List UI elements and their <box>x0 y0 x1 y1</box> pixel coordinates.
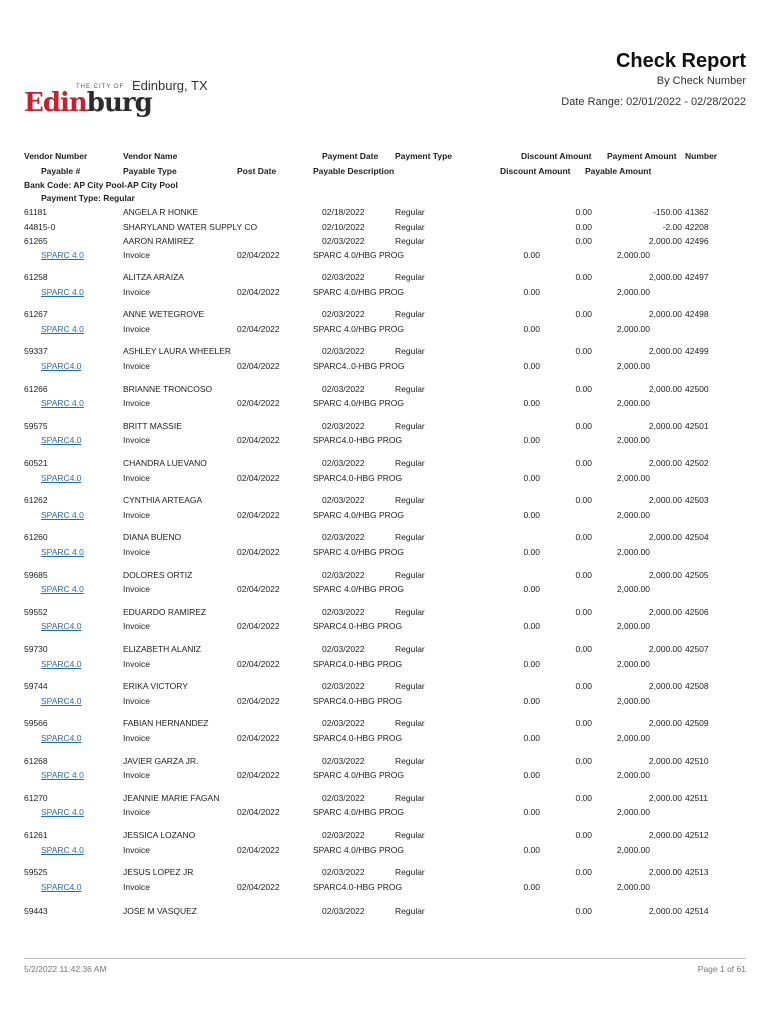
check-number: 42498 <box>685 309 709 320</box>
payment-amount: 2,000.00 <box>648 867 682 878</box>
payable-description: SPARC4.0-HBG PROG <box>313 658 403 669</box>
payable-number-link[interactable]: SPARC 4.0 <box>41 286 84 297</box>
payment-amount: 2,000.00 <box>648 830 682 840</box>
payable-discount: 0.00 <box>523 323 540 334</box>
discount-amount: 0.00 <box>575 867 592 878</box>
payable-description: SPARC4.0-HBG PROG <box>313 732 403 743</box>
payable-discount: 0.00 <box>523 658 540 669</box>
payable-discount: 0.00 <box>523 250 540 260</box>
vendor-number: 61265 <box>24 236 48 246</box>
vendor-number: 59575 <box>24 420 48 431</box>
vendor-number: 59566 <box>24 718 48 729</box>
payable-number-link[interactable]: SPARC 4.0 <box>41 509 84 520</box>
payable-type: Invoice <box>123 435 150 446</box>
vendor-number: 59337 <box>24 346 48 357</box>
post-date: 02/04/2022 <box>237 509 280 520</box>
payment-amount: 2,000.00 <box>648 906 682 916</box>
payable-amount: 2,000.00 <box>616 770 650 781</box>
payable-amount: 2,000.00 <box>616 732 650 743</box>
payable-amount: 2,000.00 <box>616 323 650 334</box>
payable-number-link[interactable]: SPARC4.0 <box>41 658 82 669</box>
payment-date: 02/03/2022 <box>322 272 365 282</box>
post-date: 02/04/2022 <box>237 621 280 632</box>
check-number: 42208 <box>685 221 709 232</box>
vendor-number: 61266 <box>24 383 48 394</box>
payable-discount: 0.00 <box>523 435 540 446</box>
payment-type: Regular <box>395 906 425 916</box>
payment-type: Regular <box>395 458 425 468</box>
logo-small-text: THE CITY OF <box>76 84 125 90</box>
col-post-date: Post Date <box>237 166 277 176</box>
discount-amount: 0.00 <box>575 532 592 543</box>
payable-type: Invoice <box>123 509 150 520</box>
payable-type: Invoice <box>123 844 150 855</box>
payable-amount: 2,000.00 <box>616 658 650 669</box>
discount-amount: 0.00 <box>575 420 592 431</box>
payable-number-link[interactable]: SPARC4.0 <box>41 360 82 371</box>
payment-type: Regular <box>395 867 425 878</box>
payable-amount: 2,000.00 <box>616 435 650 446</box>
payable-number-link[interactable]: SPARC 4.0 <box>41 807 84 818</box>
payment-date: 02/03/2022 <box>322 681 365 692</box>
payment-date: 02/03/2022 <box>322 420 365 431</box>
post-date: 02/04/2022 <box>237 250 280 260</box>
payable-description: SPARC4.0-HBG PROG <box>313 621 403 632</box>
payable-type: Invoice <box>123 584 150 595</box>
payment-amount: 2,000.00 <box>648 458 682 468</box>
payment-type: Regular <box>395 681 425 692</box>
vendor-number: 60521 <box>24 458 48 468</box>
vendor-name: ERIKA VICTORY <box>123 681 188 692</box>
post-date: 02/04/2022 <box>237 695 280 706</box>
discount-amount: 0.00 <box>575 644 592 654</box>
logo-wordmark-a: Edin <box>24 88 87 118</box>
post-date: 02/04/2022 <box>237 546 280 557</box>
payable-description: SPARC 4.0/HBG PROG <box>313 844 405 855</box>
footer-divider <box>24 958 746 959</box>
check-number: 42507 <box>685 644 709 654</box>
payment-amount: 2,000.00 <box>648 569 682 580</box>
payment-type: Regular <box>395 383 425 394</box>
check-number: 42514 <box>685 906 709 916</box>
payable-type: Invoice <box>123 695 150 706</box>
logo-wordmark-b: burg <box>86 88 152 118</box>
discount-amount: 0.00 <box>575 272 592 282</box>
payable-description: SPARC 4.0/HBG PROG <box>313 584 405 595</box>
payment-amount: 2,000.00 <box>648 606 682 617</box>
col-payable-no: Payable # <box>41 166 81 176</box>
vendor-number: 44815-0 <box>24 221 56 232</box>
vendor-number: 61268 <box>24 755 48 766</box>
payment-date: 02/03/2022 <box>322 606 365 617</box>
vendor-number: 61181 <box>24 207 48 217</box>
vendor-name: AARON RAMIREZ <box>123 236 194 246</box>
vendor-name: DIANA BUENO <box>123 532 182 543</box>
discount-amount: 0.00 <box>575 207 592 217</box>
payment-date: 02/03/2022 <box>322 644 365 654</box>
payable-type: Invoice <box>123 807 150 818</box>
payable-type: Invoice <box>123 621 150 632</box>
payable-discount: 0.00 <box>523 398 540 409</box>
vendor-name: DOLORES ORTIZ <box>123 569 193 580</box>
post-date: 02/04/2022 <box>237 844 280 855</box>
payment-date: 02/03/2022 <box>322 569 365 580</box>
payment-type: Regular <box>395 830 425 840</box>
payment-date: 02/10/2022 <box>322 221 365 232</box>
post-date: 02/04/2022 <box>237 881 280 892</box>
payable-amount: 2,000.00 <box>616 472 650 483</box>
check-number: 42503 <box>685 495 709 506</box>
check-number: 42511 <box>685 792 709 803</box>
vendor-number: 59685 <box>24 569 48 580</box>
payment-date: 02/03/2022 <box>322 532 365 543</box>
report-title: Check Report <box>615 50 746 72</box>
payable-discount: 0.00 <box>523 695 540 706</box>
payment-type: Regular <box>395 644 425 654</box>
payment-type: Regular <box>395 420 425 431</box>
payment-amount: 2,000.00 <box>648 236 682 246</box>
payable-number-link[interactable]: SPARC4.0 <box>41 472 82 483</box>
payable-description: SPARC 4.0/HBG PROG <box>313 250 405 260</box>
vendor-name: CHANDRA LUEVANO <box>123 458 207 468</box>
payable-type: Invoice <box>123 770 150 781</box>
payment-type: Regular <box>395 792 425 803</box>
payable-description: SPARC4.0-HBG PROG <box>313 472 403 483</box>
payment-type: Regular <box>395 309 425 320</box>
post-date: 02/04/2022 <box>237 807 280 818</box>
vendor-name: JESSICA LOZANO <box>123 830 196 840</box>
check-number: 42499 <box>685 346 709 357</box>
check-number: 42512 <box>685 830 709 840</box>
footer-page-number: Page 1 of 61 <box>697 964 746 974</box>
col-payable-description: Payable Description <box>313 166 395 176</box>
payable-description: SPARC 4.0/HBG PROG <box>313 770 405 781</box>
vendor-name: CYNTHIA ARTEAGA <box>123 495 203 506</box>
payable-number-link[interactable]: SPARC 4.0 <box>41 323 84 334</box>
payable-amount: 2,000.00 <box>616 844 650 855</box>
payable-description: SPARC4.0-HBG PROG <box>313 695 403 706</box>
col-payment-amount: Payment Amount <box>607 151 677 161</box>
payment-type: Regular <box>395 532 425 543</box>
payment-amount: 2,000.00 <box>648 495 682 506</box>
vendor-number: 61258 <box>24 272 48 282</box>
payable-amount: 2,000.00 <box>616 584 650 595</box>
payable-type: Invoice <box>123 881 150 892</box>
post-date: 02/04/2022 <box>237 732 280 743</box>
payable-description: SPARC 4.0/HBG PROG <box>313 509 405 520</box>
vendor-number: 61270 <box>24 792 48 803</box>
check-number: 42502 <box>685 458 709 468</box>
discount-amount: 0.00 <box>575 495 592 506</box>
payable-number-link[interactable]: SPARC4.0 <box>41 881 82 892</box>
payment-date: 02/03/2022 <box>322 495 365 506</box>
footer-timestamp: 5/2/2022 11:42:36 AM <box>24 964 107 974</box>
payable-discount: 0.00 <box>523 584 540 595</box>
post-date: 02/04/2022 <box>237 584 280 595</box>
vendor-name: BRIANNE TRONCOSO <box>123 383 213 394</box>
vendor-number: 59443 <box>24 906 48 916</box>
payable-type: Invoice <box>123 658 150 669</box>
payable-discount: 0.00 <box>523 546 540 557</box>
payable-discount: 0.00 <box>523 844 540 855</box>
col-payment-type: Payment Type <box>395 151 453 161</box>
payable-amount: 2,000.00 <box>616 695 650 706</box>
payable-number-link[interactable]: SPARC 4.0 <box>41 398 84 409</box>
payment-type: Regular <box>395 221 425 232</box>
payment-type-heading: Payment Type: Regular <box>41 193 135 203</box>
post-date: 02/04/2022 <box>237 472 280 483</box>
payable-amount: 2,000.00 <box>616 286 650 297</box>
check-number: 41362 <box>685 207 709 217</box>
payable-amount: 2,000.00 <box>616 398 650 409</box>
discount-amount: 0.00 <box>575 718 592 729</box>
vendor-number: 59552 <box>24 606 48 617</box>
payable-type: Invoice <box>123 360 150 371</box>
payable-number-link[interactable]: SPARC4.0 <box>41 695 82 706</box>
vendor-name: ALITZA ARAIZA <box>123 272 184 282</box>
payable-amount: 2,000.00 <box>616 807 650 818</box>
payable-amount: 2,000.00 <box>616 509 650 520</box>
payment-amount: 2,000.00 <box>648 718 682 729</box>
post-date: 02/04/2022 <box>237 323 280 334</box>
payment-date: 02/03/2022 <box>322 718 365 729</box>
payment-type: Regular <box>395 236 425 246</box>
payment-amount: 2,000.00 <box>648 792 682 803</box>
payment-date: 02/03/2022 <box>322 867 365 878</box>
payable-type: Invoice <box>123 732 150 743</box>
payable-number-link[interactable]: SPARC4.0 <box>41 732 82 743</box>
payment-amount: 2,000.00 <box>648 681 682 692</box>
payable-amount: 2,000.00 <box>616 250 650 260</box>
payable-number-link[interactable]: SPARC4.0 <box>41 621 82 632</box>
payment-type: Regular <box>395 569 425 580</box>
discount-amount: 0.00 <box>575 681 592 692</box>
payable-description: SPARC 4.0/HBG PROG <box>313 398 405 409</box>
payable-number-link[interactable]: SPARC 4.0 <box>41 250 84 260</box>
vendor-number: 61260 <box>24 532 48 543</box>
vendor-name: JAVIER GARZA JR. <box>123 755 199 766</box>
payment-type: Regular <box>395 718 425 729</box>
vendor-name: ANNE WETEGROVE <box>123 309 205 320</box>
discount-amount: 0.00 <box>575 792 592 803</box>
payable-type: Invoice <box>123 472 150 483</box>
col-vendor-number: Vendor Number <box>24 151 88 161</box>
post-date: 02/04/2022 <box>237 360 280 371</box>
check-number: 42501 <box>685 420 709 431</box>
payable-discount: 0.00 <box>523 881 540 892</box>
payment-amount: 2,000.00 <box>648 644 682 654</box>
post-date: 02/04/2022 <box>237 435 280 446</box>
payable-discount: 0.00 <box>523 360 540 371</box>
discount-amount: 0.00 <box>575 236 592 246</box>
discount-amount: 0.00 <box>575 458 592 468</box>
payable-discount: 0.00 <box>523 472 540 483</box>
city-name: Edinburg, TX <box>132 78 208 93</box>
payable-amount: 2,000.00 <box>616 546 650 557</box>
discount-amount: 0.00 <box>575 221 592 232</box>
check-number: 42513 <box>685 867 709 878</box>
payment-type: Regular <box>395 346 425 357</box>
payment-type: Regular <box>395 272 425 282</box>
payable-description: SPARC4.0-HBG PROG <box>313 881 403 892</box>
payable-description: SPARC4.0-HBG PROG <box>313 435 403 446</box>
payment-amount: 2,000.00 <box>648 383 682 394</box>
post-date: 02/04/2022 <box>237 658 280 669</box>
payable-type: Invoice <box>123 546 150 557</box>
discount-amount: 0.00 <box>575 755 592 766</box>
post-date: 02/04/2022 <box>237 286 280 297</box>
check-number: 42510 <box>685 755 709 766</box>
vendor-number: 59744 <box>24 681 48 692</box>
payment-date: 02/03/2022 <box>322 383 365 394</box>
vendor-name: ELIZABETH ALANIZ <box>123 644 201 654</box>
payment-amount: 2,000.00 <box>648 272 682 282</box>
city-logo <box>24 84 152 118</box>
check-number: 42505 <box>685 569 709 580</box>
col-payable-type: Payable Type <box>123 166 177 176</box>
col-discount-amount-2: Discount Amount <box>500 166 571 176</box>
payable-discount: 0.00 <box>523 286 540 297</box>
discount-amount: 0.00 <box>575 830 592 840</box>
vendor-name: ANGELA R HONKE <box>123 207 199 217</box>
payable-number-link[interactable]: SPARC4.0 <box>41 435 82 446</box>
payment-amount: 2,000.00 <box>648 309 682 320</box>
col-discount-amount: Discount Amount <box>521 151 592 161</box>
payment-type: Regular <box>395 207 425 217</box>
payment-type: Regular <box>395 606 425 617</box>
payable-number-link[interactable]: SPARC 4.0 <box>41 844 84 855</box>
payable-discount: 0.00 <box>523 807 540 818</box>
vendor-number: 61267 <box>24 309 48 320</box>
vendor-name: SHARYLAND WATER SUPPLY CO <box>123 221 258 232</box>
payment-amount: -2.00 <box>662 221 682 232</box>
vendor-number: 61262 <box>24 495 48 506</box>
payment-date: 02/03/2022 <box>322 458 365 468</box>
post-date: 02/04/2022 <box>237 398 280 409</box>
payment-date: 02/03/2022 <box>322 346 365 357</box>
col-payable-amount: Payable Amount <box>585 166 652 176</box>
report-subtitle: By Check Number <box>656 75 746 87</box>
discount-amount: 0.00 <box>575 606 592 617</box>
payable-discount: 0.00 <box>523 509 540 520</box>
payment-amount: -150.00 <box>653 207 682 217</box>
vendor-name: JESUS LOPEZ JR <box>123 867 194 878</box>
payable-description: SPARC 4.0/HBG PROG <box>313 807 405 818</box>
payable-description: SPARC 4.0/HBG PROG <box>313 323 405 334</box>
check-number: 42506 <box>685 606 709 617</box>
payment-date: 02/18/2022 <box>322 207 365 217</box>
payable-discount: 0.00 <box>523 732 540 743</box>
vendor-name: FABIAN HERNANDEZ <box>123 718 209 729</box>
payment-type: Regular <box>395 495 425 506</box>
payable-number-link[interactable]: SPARC 4.0 <box>41 584 84 595</box>
payment-date: 02/03/2022 <box>322 906 365 916</box>
payment-date: 02/03/2022 <box>322 830 365 840</box>
payable-discount: 0.00 <box>523 770 540 781</box>
col-payment-date: Payment Date <box>322 151 379 161</box>
discount-amount: 0.00 <box>575 309 592 320</box>
post-date: 02/04/2022 <box>237 770 280 781</box>
bank-code-heading: Bank Code: AP City Pool-AP City Pool <box>24 180 178 190</box>
payment-amount: 2,000.00 <box>648 532 682 543</box>
check-number: 42509 <box>685 718 709 729</box>
payment-amount: 2,000.00 <box>648 755 682 766</box>
discount-amount: 0.00 <box>575 383 592 394</box>
payment-date: 02/03/2022 <box>322 236 365 246</box>
payable-type: Invoice <box>123 286 150 297</box>
payment-amount: 2,000.00 <box>648 346 682 357</box>
col-vendor-name: Vendor Name <box>123 151 178 161</box>
payment-type: Regular <box>395 755 425 766</box>
vendor-number: 59730 <box>24 644 48 654</box>
check-number: 42500 <box>685 383 709 394</box>
vendor-number: 61261 <box>24 830 48 840</box>
payable-description: SPARC4..0-HBG PROG <box>313 360 405 371</box>
col-number: Number <box>685 151 718 161</box>
payable-amount: 2,000.00 <box>616 621 650 632</box>
vendor-name: JEANNIE MARIE FAGAN <box>123 792 220 803</box>
payable-description: SPARC 4.0/HBG PROG <box>313 546 405 557</box>
payable-description: SPARC 4.0/HBG PROG <box>313 286 405 297</box>
payable-amount: 2,000.00 <box>616 881 650 892</box>
payable-number-link[interactable]: SPARC 4.0 <box>41 770 84 781</box>
payment-date: 02/03/2022 <box>322 792 365 803</box>
date-range: Date Range: 02/01/2022 - 02/28/2022 <box>561 96 746 108</box>
payable-type: Invoice <box>123 398 150 409</box>
discount-amount: 0.00 <box>575 906 592 916</box>
vendor-name: JOSE M VASQUEZ <box>123 906 197 916</box>
check-number: 42504 <box>685 532 709 543</box>
check-number: 42497 <box>685 272 709 282</box>
vendor-name: EDUARDO RAMIREZ <box>123 606 207 617</box>
check-number: 42508 <box>685 681 709 692</box>
payment-date: 02/03/2022 <box>322 755 365 766</box>
payable-number-link[interactable]: SPARC 4.0 <box>41 546 84 557</box>
discount-amount: 0.00 <box>575 346 592 357</box>
payable-type: Invoice <box>123 250 150 260</box>
payable-amount: 2,000.00 <box>616 360 650 371</box>
payment-amount: 2,000.00 <box>648 420 682 431</box>
discount-amount: 0.00 <box>575 569 592 580</box>
vendor-name: BRITT MASSIE <box>123 420 182 431</box>
check-number: 42496 <box>685 236 709 246</box>
payment-date: 02/03/2022 <box>322 309 365 320</box>
payable-discount: 0.00 <box>523 621 540 632</box>
vendor-name: ASHLEY LAURA WHEELER <box>123 346 232 357</box>
vendor-number: 59525 <box>24 867 48 878</box>
payable-type: Invoice <box>123 323 150 334</box>
